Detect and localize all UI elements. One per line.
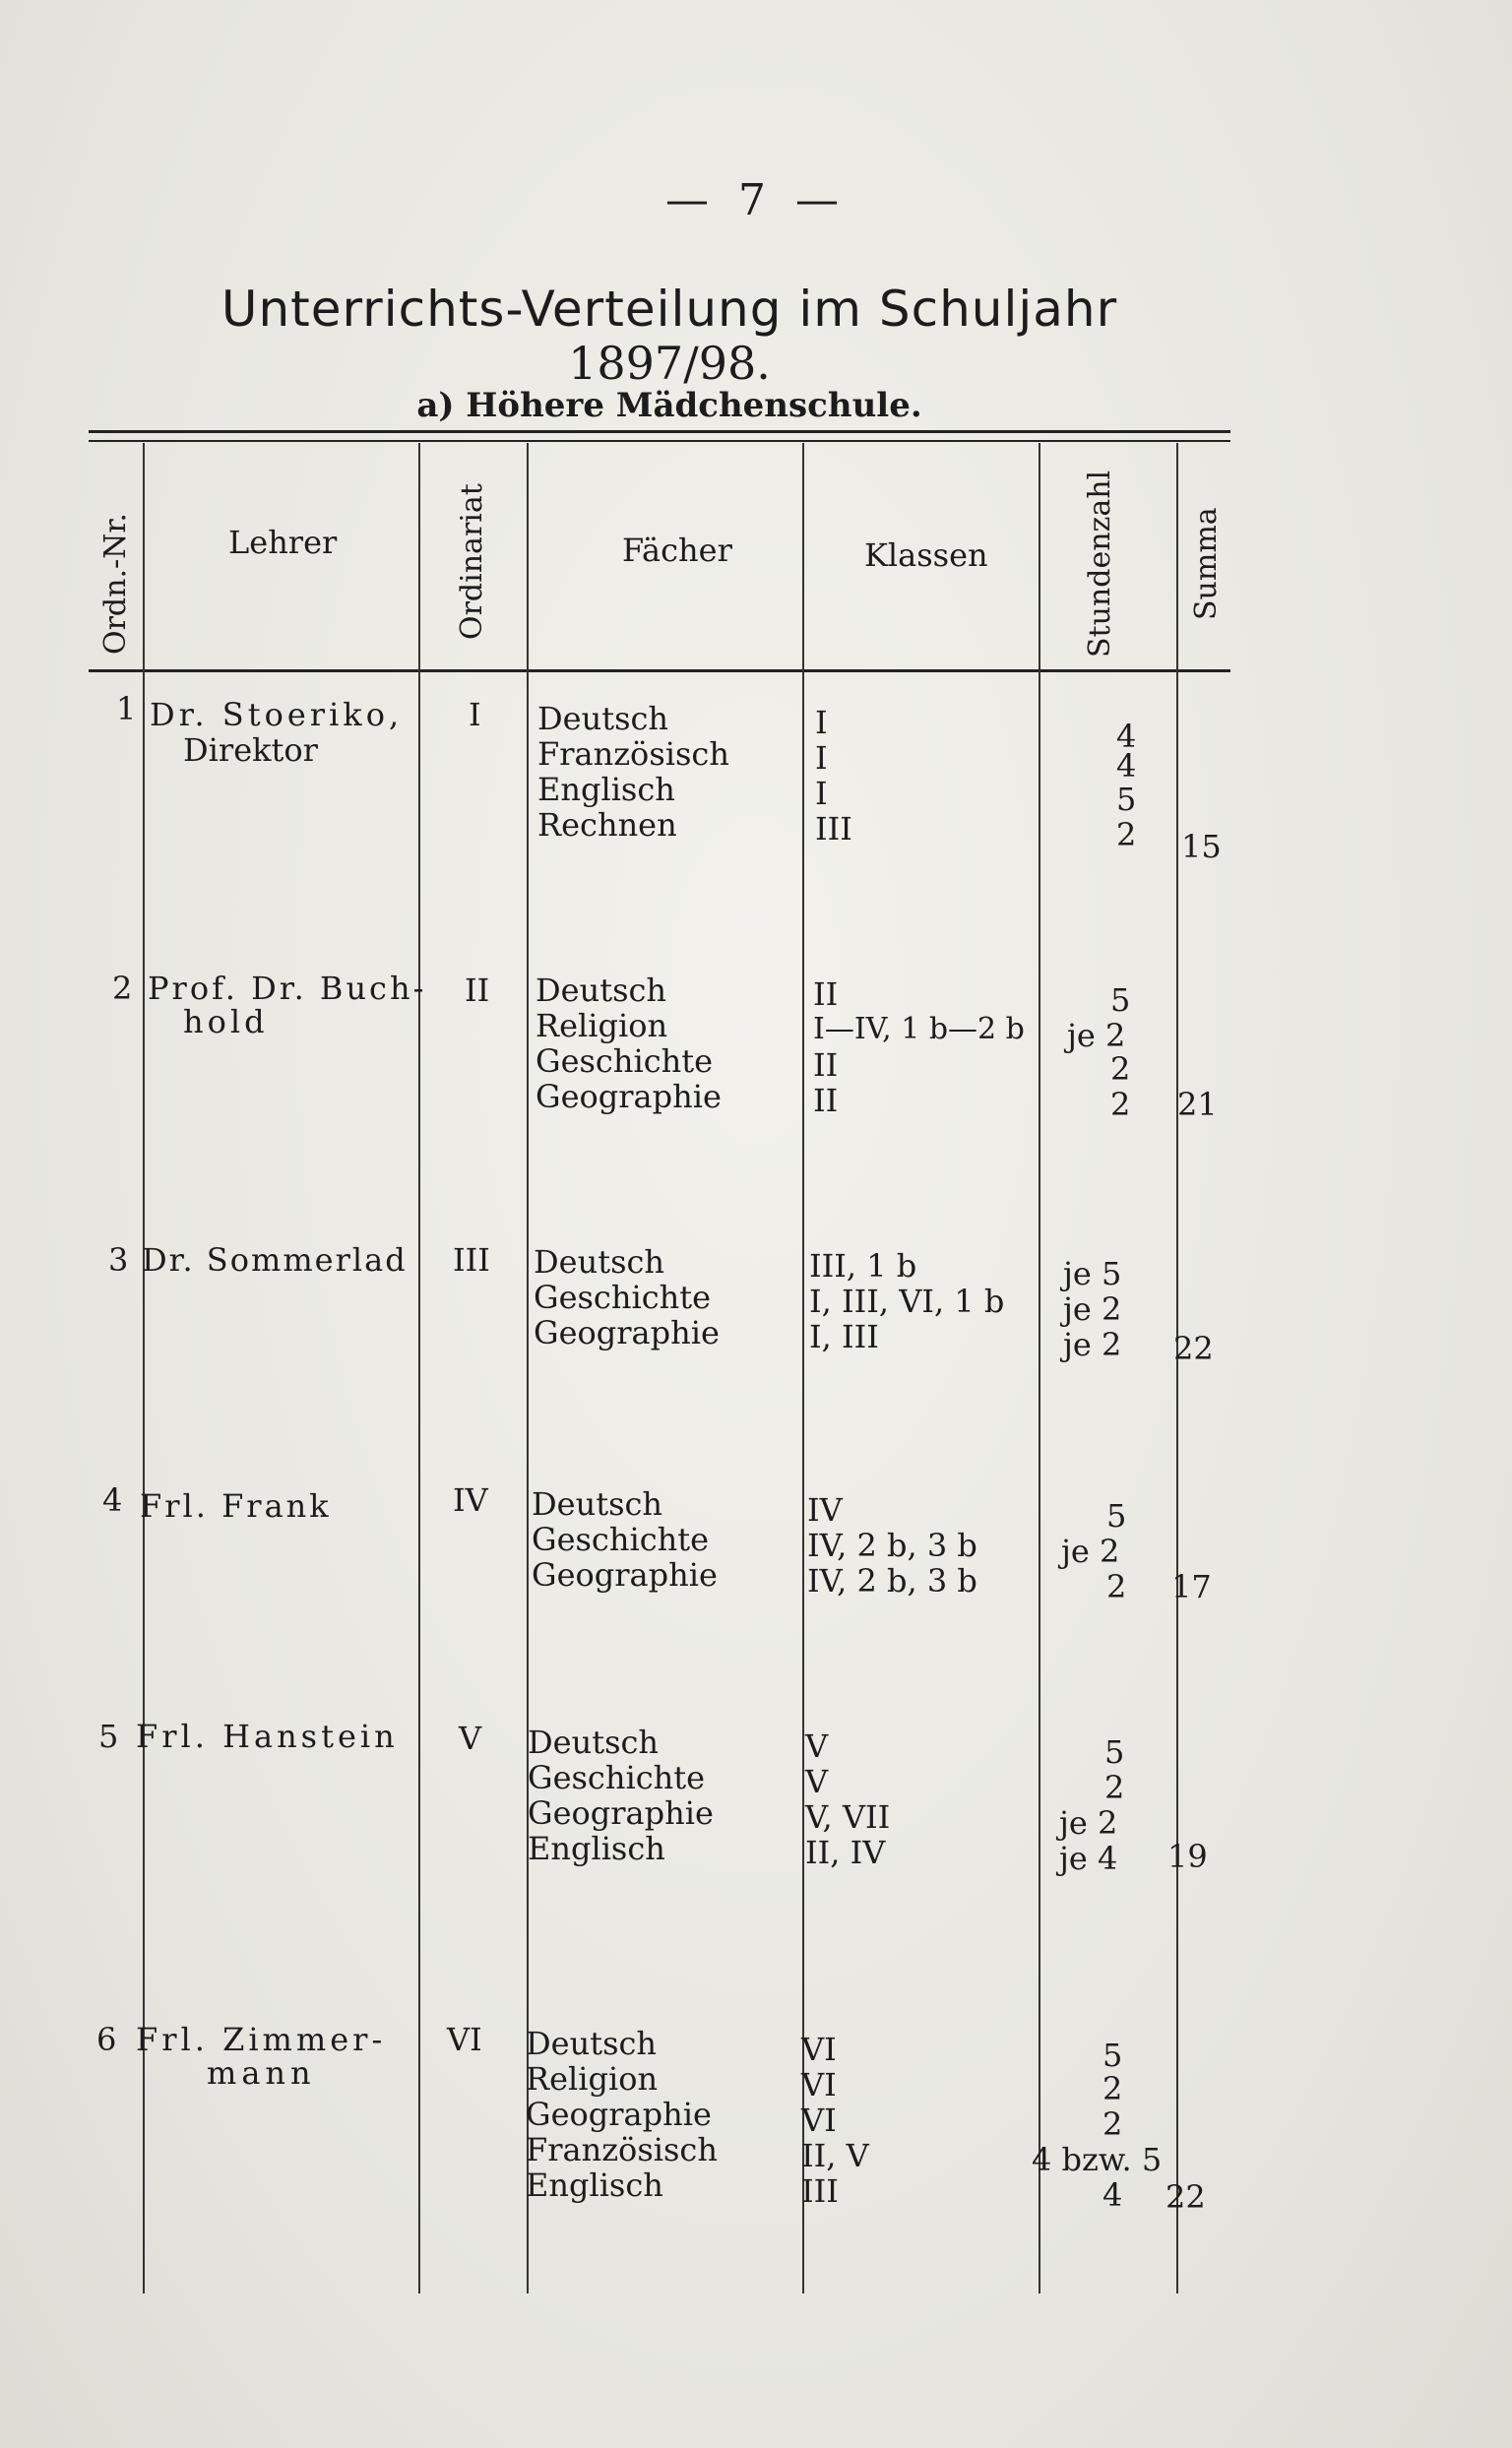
subject: Französisch <box>537 735 729 773</box>
class: II <box>813 1046 839 1084</box>
class: IV <box>807 1491 843 1529</box>
hours: je 2 <box>1063 1326 1122 1363</box>
column-divider <box>1039 443 1040 2293</box>
class: I <box>815 704 828 741</box>
subject: Geschichte <box>534 1279 712 1316</box>
class: IV, 2 b, 3 b <box>807 1562 977 1600</box>
hours: 2 <box>1110 1050 1131 1088</box>
hours: 2 <box>1102 2105 1123 2143</box>
class: II <box>813 1082 839 1119</box>
table-top-rule-thin <box>89 440 1230 442</box>
hours: 2 <box>1102 2070 1123 2107</box>
hours: 4 bzw. 5 <box>1032 2141 1163 2178</box>
class: III <box>801 2172 839 2210</box>
class: III <box>815 810 852 847</box>
page-title: Unterrichts-Verteilung im Schuljahr <box>220 281 1118 338</box>
class: I, III, VI, 1 b <box>809 1283 1005 1320</box>
subject: Französisch <box>526 2131 718 2168</box>
class: VI <box>801 2031 837 2068</box>
subject: Religion <box>526 2060 659 2098</box>
ordinariat: VI <box>447 2021 482 2058</box>
subject: Geographie <box>536 1078 722 1115</box>
class: IV, 2 b, 3 b <box>807 1527 977 1564</box>
subject: Geographie <box>528 1794 714 1832</box>
school-year: 1897/98. <box>568 337 771 390</box>
class: I, III <box>809 1318 879 1355</box>
hours: 2 <box>1116 816 1137 853</box>
hours: 4 <box>1116 747 1137 785</box>
sum: 22 <box>1166 2178 1206 2216</box>
table-top-rule <box>89 430 1230 433</box>
class: I <box>815 739 828 777</box>
sum: 21 <box>1177 1086 1218 1123</box>
sum: 15 <box>1181 828 1222 865</box>
subject: Geschichte <box>528 1759 706 1796</box>
class: V, VII <box>805 1798 891 1836</box>
header-bottom-rule <box>89 669 1230 672</box>
subject: Geschichte <box>536 1042 714 1080</box>
teacher-name: Dr. Stoeriko, <box>150 696 404 733</box>
hours: 2 <box>1106 1568 1127 1605</box>
ordinariat: II <box>465 972 490 1009</box>
hours: je 2 <box>1061 1533 1120 1570</box>
teacher-name: Frl. Frank <box>140 1487 332 1525</box>
hours: 2 <box>1104 1769 1125 1806</box>
teacher-name: Frl. Zimmer- <box>136 2021 387 2058</box>
subject: Geographie <box>532 1556 718 1594</box>
subject: Englisch <box>537 771 675 808</box>
ordinariat: IV <box>453 1481 488 1519</box>
hours: je 5 <box>1063 1255 1122 1292</box>
subject: Geographie <box>534 1314 720 1351</box>
header-stundenzahl: Stundenzahl <box>1083 470 1117 658</box>
subject: Deutsch <box>532 1485 663 1523</box>
row-number: 5 <box>98 1718 119 1755</box>
column-divider <box>143 443 145 2293</box>
ordinariat: V <box>459 1720 482 1757</box>
teacher-name-cont: mann <box>207 2054 316 2092</box>
hours: je 2 <box>1059 1804 1118 1842</box>
hours: 5 <box>1104 1733 1125 1771</box>
ordinariat: III <box>453 1241 490 1279</box>
sum: 19 <box>1167 1838 1208 1875</box>
class: VI <box>801 2102 837 2139</box>
hours: je 4 <box>1059 1840 1118 1877</box>
hours: 4 <box>1102 2176 1123 2214</box>
subject: Englisch <box>528 1830 665 1867</box>
header-lehrer: Lehrer <box>228 524 338 561</box>
class: II, V <box>801 2137 869 2174</box>
row-number: 6 <box>96 2021 117 2058</box>
hours: 5 <box>1116 781 1137 818</box>
subject: Deutsch <box>537 700 669 737</box>
hours: 5 <box>1102 2037 1123 2074</box>
teacher-title: Direktor <box>183 731 318 769</box>
header-faecher: Fächer <box>622 532 732 569</box>
header-ordinariat: Ordinariat <box>455 483 489 640</box>
row-number: 2 <box>112 970 133 1007</box>
class: V <box>805 1727 829 1765</box>
subject: Deutsch <box>526 2025 658 2062</box>
subject: Deutsch <box>528 1724 660 1761</box>
class: I—IV, 1 b—2 b <box>813 1012 1025 1046</box>
column-divider <box>418 443 420 2293</box>
teacher-name: Frl. Hanstein <box>136 1718 399 1755</box>
subject: Englisch <box>526 2166 663 2204</box>
class: V <box>805 1763 829 1800</box>
subject: Deutsch <box>536 972 667 1009</box>
column-divider <box>802 443 804 2293</box>
section-subtitle: a) Höhere Mädchenschule. <box>416 386 922 425</box>
teacher-name: Prof. Dr. Buch- <box>148 970 427 1007</box>
class: I <box>815 775 828 812</box>
hours: 2 <box>1110 1086 1131 1123</box>
sum: 22 <box>1173 1330 1214 1367</box>
hours: 5 <box>1106 1497 1127 1535</box>
header-nr: Ordn.-Nr. <box>98 513 133 655</box>
subject: Geschichte <box>532 1521 710 1558</box>
row-number: 1 <box>116 690 137 727</box>
row-number: 3 <box>108 1241 129 1279</box>
row-number: 4 <box>102 1481 123 1519</box>
hours: 5 <box>1110 981 1131 1019</box>
page-number: — 7 — <box>665 175 847 225</box>
hours: je 2 <box>1063 1290 1122 1328</box>
class: III, 1 b <box>809 1247 917 1285</box>
subject: Deutsch <box>534 1243 665 1281</box>
header-summa: Summa <box>1189 507 1224 620</box>
sum: 17 <box>1171 1568 1212 1605</box>
hours: 4 <box>1116 718 1137 755</box>
subject: Geographie <box>526 2096 712 2133</box>
teacher-name: Dr. Sommerlad <box>142 1241 408 1279</box>
class: II, IV <box>805 1834 886 1871</box>
column-divider <box>527 443 529 2293</box>
column-divider <box>1176 443 1178 2293</box>
teacher-name-cont: hold <box>183 1003 269 1040</box>
hours: je 2 <box>1067 1017 1126 1054</box>
header-klassen: Klassen <box>864 536 988 574</box>
subject: Rechnen <box>537 806 677 844</box>
class: VI <box>801 2066 837 2103</box>
subject: Religion <box>536 1007 668 1044</box>
class: II <box>813 975 839 1013</box>
ordinariat: I <box>469 696 481 733</box>
